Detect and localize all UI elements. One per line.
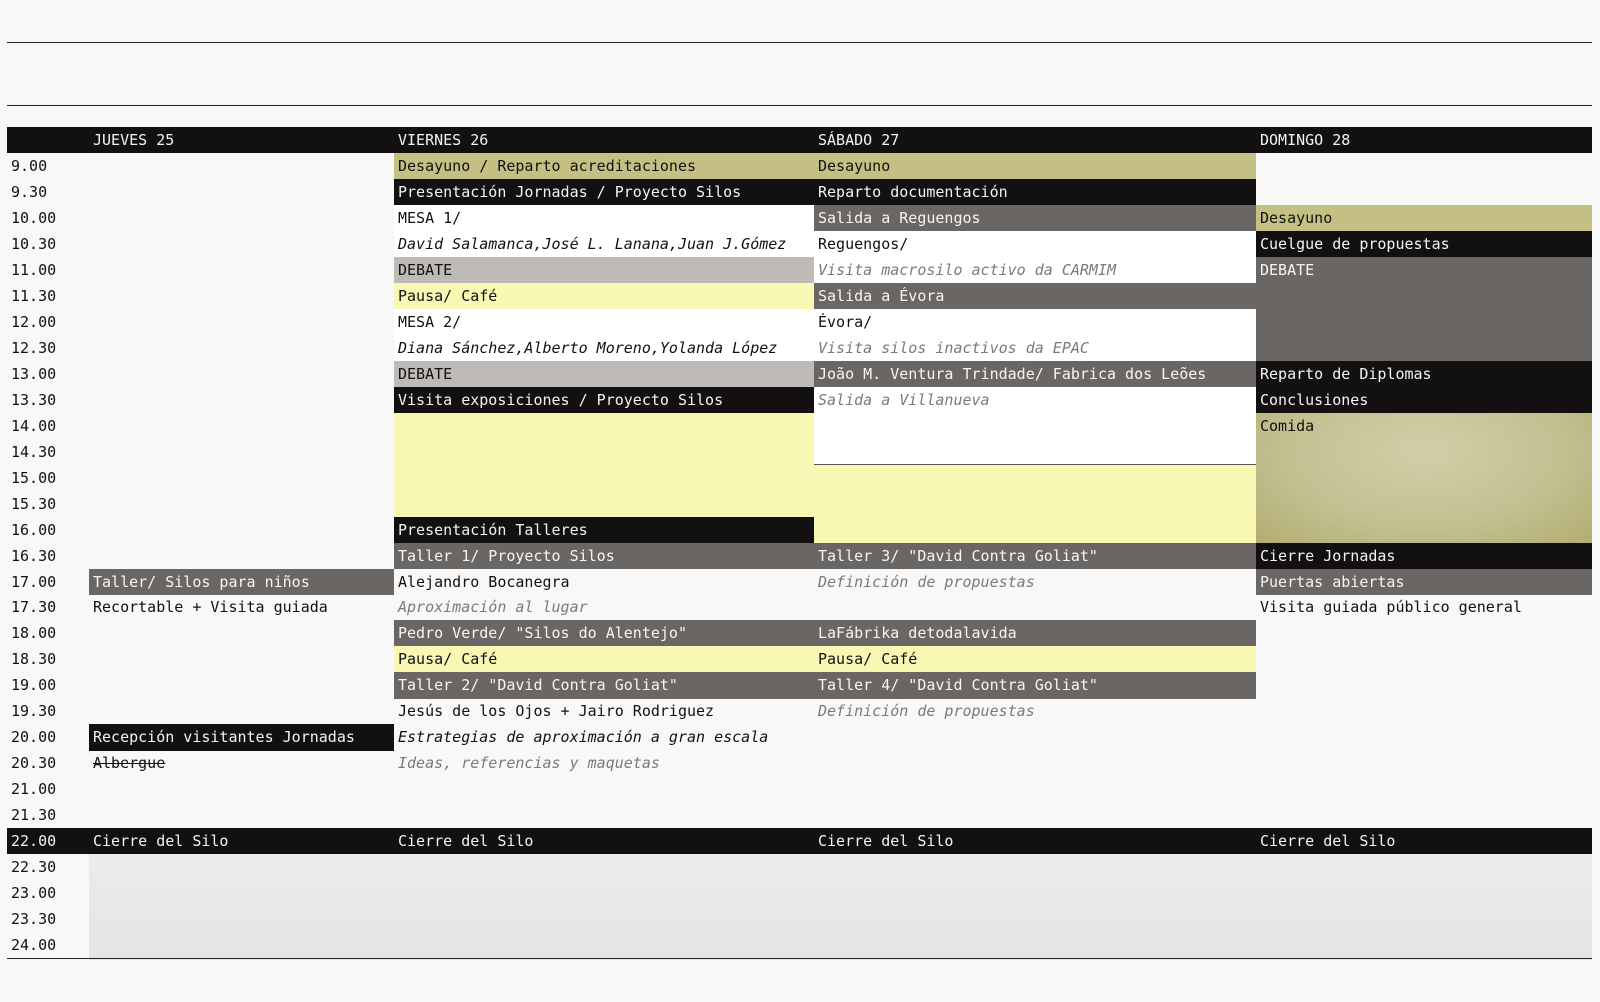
time-label: 15.30	[11, 494, 57, 513]
time-label: 16.00	[11, 520, 57, 539]
time-label: 24.00	[11, 936, 57, 955]
event-viernes-taller2-tema: Estrategias de aproximación a gran escala	[398, 728, 769, 747]
event-domingo-cierre-jornadas: Cierre Jornadas	[1256, 543, 1592, 569]
event-sabado-blank	[814, 413, 1256, 465]
event-sabado-evora: Évora/	[814, 309, 1256, 335]
day-header-0: JUEVES 25	[89, 127, 394, 153]
bottom-rule	[7, 958, 1592, 959]
time-label: 15.00	[11, 468, 57, 487]
night-block	[89, 854, 1592, 960]
event-sabado-reguengos: Reguengos/	[814, 231, 1256, 257]
event-sabado-taller4-tema: Definición de propuestas	[818, 702, 1035, 721]
time-label: 19.00	[11, 676, 57, 695]
event-viernes-pausa1: Pausa/ Café	[394, 283, 814, 309]
time-label: 23.00	[11, 884, 57, 903]
time-label: 14.00	[11, 416, 57, 435]
time-label: 22.00	[7, 828, 89, 854]
event-viernes-taller2-sub: Ideas, referencias y maquetas	[398, 754, 660, 773]
time-label: 21.00	[11, 780, 57, 799]
sabado-block-rule	[814, 464, 1256, 465]
event-viernes-pedro-verde: Pedro Verde/ "Silos do Alentejo"	[394, 620, 814, 646]
event-viernes-mesa2-ponentes: Diana Sánchez,Alberto Moreno,Yolanda López	[394, 335, 814, 361]
closing-label-3: Cierre del Silo	[1256, 828, 1592, 854]
time-label: 17.30	[11, 598, 57, 617]
time-label: 21.30	[11, 806, 57, 825]
time-label: 14.30	[11, 442, 57, 461]
closing-label-1: Cierre del Silo	[394, 828, 814, 854]
event-domingo-comida: Comida	[1256, 413, 1592, 543]
time-label: 22.30	[11, 858, 57, 877]
event-viernes-comida-block	[394, 413, 814, 517]
time-label: 20.00	[11, 728, 57, 747]
event-sabado-lafabrika: LaFábrika detodalavida	[814, 620, 1256, 646]
time-label: 19.30	[11, 702, 57, 721]
time-label: 12.30	[11, 338, 57, 357]
event-viernes-presentacion: Presentación Jornadas / Proyecto Silos	[394, 179, 814, 205]
event-sabado-reparto: Reparto documentación	[814, 179, 1256, 205]
event-viernes-mesa2: MESA 2/	[394, 309, 814, 335]
day-header-1: VIERNES 26	[394, 127, 814, 153]
time-label: 11.00	[11, 260, 57, 279]
time-label: 13.00	[11, 364, 57, 383]
event-viernes-presentacion-talleres: Presentación Talleres	[394, 517, 814, 543]
event-domingo-puertas-abiertas: Puertas abiertas	[1256, 569, 1592, 595]
event-domingo-diplomas: Reparto de Diplomas	[1256, 361, 1592, 387]
time-label: 20.30	[11, 754, 57, 773]
closing-label-2: Cierre del Silo	[814, 828, 1256, 854]
event-viernes-taller1-ponente: Alejandro Bocanegra	[398, 572, 570, 591]
event-sabado-visita-carmim: Visita macrosilo activo da CARMIM	[814, 257, 1256, 283]
time-label: 13.30	[11, 390, 57, 409]
event-viernes-debate1: DEBATE	[394, 257, 814, 283]
time-label: 11.30	[11, 286, 57, 305]
event-sabado-salida-villanueva: Salida a Villanueva	[814, 387, 1256, 413]
event-viernes-mesa1: MESA 1/	[394, 205, 814, 231]
event-viernes-debate2: DEBATE	[394, 361, 814, 387]
time-label: 23.30	[11, 910, 57, 929]
event-sabado-salida-evora: Salida a Évora	[814, 283, 1256, 309]
event-sabado-desayuno: Desayuno	[814, 153, 1256, 179]
time-label: 17.00	[11, 572, 57, 591]
event-domingo-desayuno: Desayuno	[1256, 205, 1592, 231]
event-viernes-desayuno: Desayuno / Reparto acreditaciones	[394, 153, 814, 179]
event-sabado-pausa: Pausa/ Café	[814, 646, 1256, 672]
event-sabado-visita-epac: Visita silos inactivos da EPAC	[814, 335, 1256, 361]
event-viernes-visita-exposiciones: Visita exposiciones / Proyecto Silos	[394, 387, 814, 413]
event-viernes-taller2-ponentes: Jesús de los Ojos + Jairo Rodriguez	[398, 702, 715, 721]
event-jueves-recortable: Recortable + Visita guiada	[93, 598, 328, 617]
time-label: 9.30	[11, 182, 48, 201]
event-domingo-visita-guiada: Visita guiada público general	[1260, 598, 1522, 617]
event-domingo-conclusiones: Conclusiones	[1256, 387, 1592, 413]
event-domingo-debate: DEBATE	[1256, 257, 1592, 361]
event-jueves-recepcion: Recepción visitantes Jornadas	[89, 724, 394, 750]
event-viernes-pausa2: Pausa/ Café	[394, 646, 814, 672]
event-viernes-mesa1-ponentes: David Salamanca,José L. Lanana,Juan J.Gómez	[394, 231, 814, 257]
event-jueves-taller-ninos: Taller/ Silos para niños	[89, 569, 394, 595]
event-viernes-taller1: Taller 1/ Proyecto Silos	[394, 543, 814, 569]
event-viernes-taller1-tema: Aproximación al lugar	[398, 598, 588, 617]
time-label: 16.30	[11, 546, 57, 565]
event-sabado-taller3-tema: Definición de propuestas	[818, 572, 1035, 591]
time-label: 18.00	[11, 624, 57, 643]
event-sabado-comida-block	[814, 465, 1256, 543]
event-domingo-cuelgue: Cuelgue de propuestas	[1256, 231, 1592, 257]
event-viernes-taller2: Taller 2/ "David Contra Goliat"	[394, 672, 814, 698]
time-label: 12.00	[11, 312, 57, 331]
time-label: 10.30	[11, 234, 57, 253]
closing-label-0: Cierre del Silo	[89, 828, 394, 854]
day-header-3: DOMINGO 28	[1256, 127, 1592, 153]
time-label: 10.00	[11, 208, 57, 227]
event-sabado-joao-ventura: João M. Ventura Trindade/ Fabrica dos Leões	[814, 361, 1256, 387]
event-sabado-taller3: Taller 3/ "David Contra Goliat"	[814, 543, 1256, 569]
time-label: 9.00	[11, 157, 48, 175]
event-jueves-albergue: Albergue	[93, 754, 166, 773]
time-label: 18.30	[11, 650, 57, 669]
day-header-2: SÁBADO 27	[814, 127, 1256, 153]
event-sabado-taller4: Taller 4/ "David Contra Goliat"	[814, 672, 1256, 698]
event-sabado-salida-reguengos: Salida a Reguengos	[814, 205, 1256, 231]
